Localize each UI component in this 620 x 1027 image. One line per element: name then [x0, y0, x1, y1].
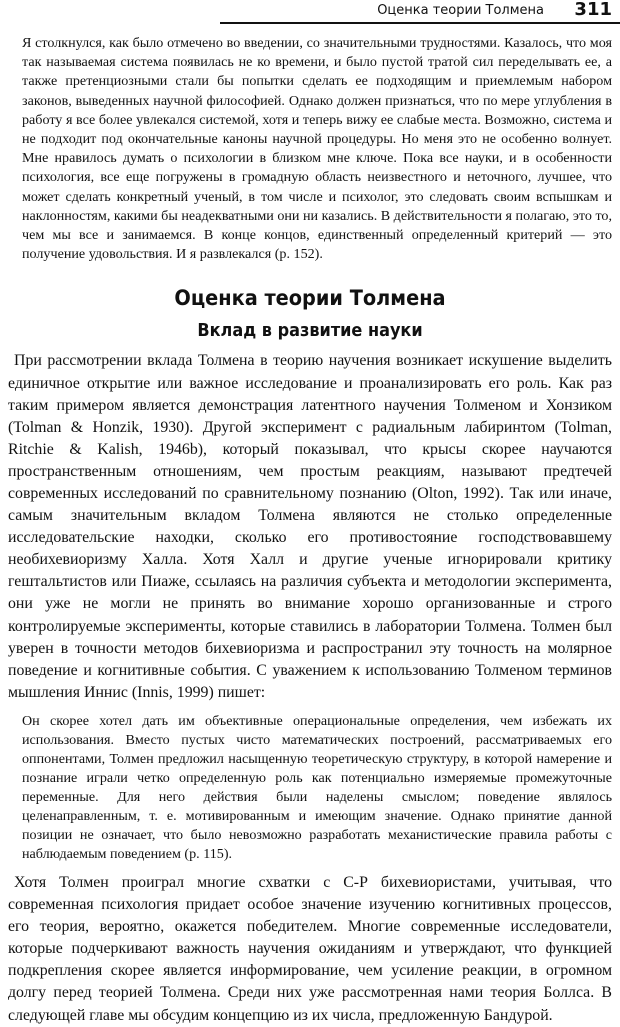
body-paragraph-contribution: При рассмотрении вклада Толмена в теорию научения возникает искушение выделить единичное открытие или важное исследование и проанализировать его роль. Как раз таким примером является демонстрация латентного научения Толменом и Хонзиком (Tolman & Honzik, 1930). Другой эксперимент с радиальным лабиринтом (Tolman, Ritchie & Kalish, 1946b), который показывал, что крысы скорее научаются пространственным отношениям, чем простым реакциям, называют предтечей современных исследований по сравнительному познанию (Olton, 1992). Так или иначе, самым значительным вкладом Толмена являются не столько определенные исследовательские находки, сколько его противостояние господствовавшему необихевиоризму Халла. Хотя Халл и другие ученые игнорировали критику гештальтистов или Пиаже, ссылаясь на различия субъекта и методологии эксперимента, они уже не могли не принять во внимание хорошо организованные и строго контролируемые эксперименты, которые ставились в лаборатории Толмена. Толмен был уверен в точности методов бихевиоризма и распространил эту точность на молярное поведение и когнитивные события. С уважением к использованию Толменом терминов мышления Иннис (Innis, 1999) пишет:	[8, 352, 612, 701]
chapter-heading: Оценка теории Толмена	[174, 286, 446, 311]
section-heading: Вклад в развитие науки	[197, 321, 423, 342]
block-quote-opening: Я столкнулся, как было отмечено во введении, со значительными трудностями. Казалось, что моя так называемая система появилась не ко времени, и было пустой тратой сил переделывать ее, а также претенциозными стали бы попытки сделать ее подходящим и приемлемым набором законов, выведенных научной философией. Однако должен признаться, что по мере углубления в работу я все более увлекался системой, хотя и теперь вижу ее слабые места. Возможно, система и не подходит под окончательные каноны научной процедуры. Но меня это не особенно волнует. Мне нравилось думать о психологии в близком мне ключе. Пока все науки, и в особенности психология, все еще погружены в громадную область неизвестного и неточного, лучшее, что может сделать конкретный ученый, в том числе и психолог, это следовать своим вспышкам и наклонностям, какими бы неадекватными они ни казались. В действительности я полагаю, это то, чем мы все и занимаемся. В конце концов, единственный определенный критерий — это получение удовольствия. И я развлекался (р. 152).	[22, 35, 612, 263]
running-header	[0, 0, 620, 26]
body-paragraph-conclusion: Хотя Толмен проиграл многие схватки с С-Р бихевиористами, учитывая, что современная психология придает особое значение изучению когнитивных процессов, его теория, вероятно, окажется победителем. Многие современные исследователи, которые подчеркивают важность научения ожиданиям и утверждают, что функцией подкрепления скорее является информирование, чем усиление реакции, в огромном долгу перед теорией Толмена. Среди них уже рассмотренная нами теория Боллса. В следующей главе мы обсудим концепцию из их числа, предложенную Бандурой.	[8, 873, 612, 1024]
page-content	[8, 34, 612, 1027]
block-quote-innis: Он скорее хотел дать им объективные операциональные определения, чем избежать их использования. Вместо пустых чисто математических построений, рассматриваемых его оппонентами, Толмен предложил насыщенную теоретическую структуру, в которой намерение и познание играли четко определенную роль как потенциально измеряемые промежуточные переменные. Для него действия были наделены смыслом; поведение являлось целенаправленным, т. е. мотивированным и имеющим значение. Однако принятие данной позиции не означает, что было невозможно разработать механистические правила работы с наблюдаемым поведением (р. 115).	[22, 712, 612, 862]
running-title: Оценка теории Толмена	[377, 3, 544, 18]
page-number: 311	[574, 0, 612, 20]
header-rule	[220, 22, 620, 24]
